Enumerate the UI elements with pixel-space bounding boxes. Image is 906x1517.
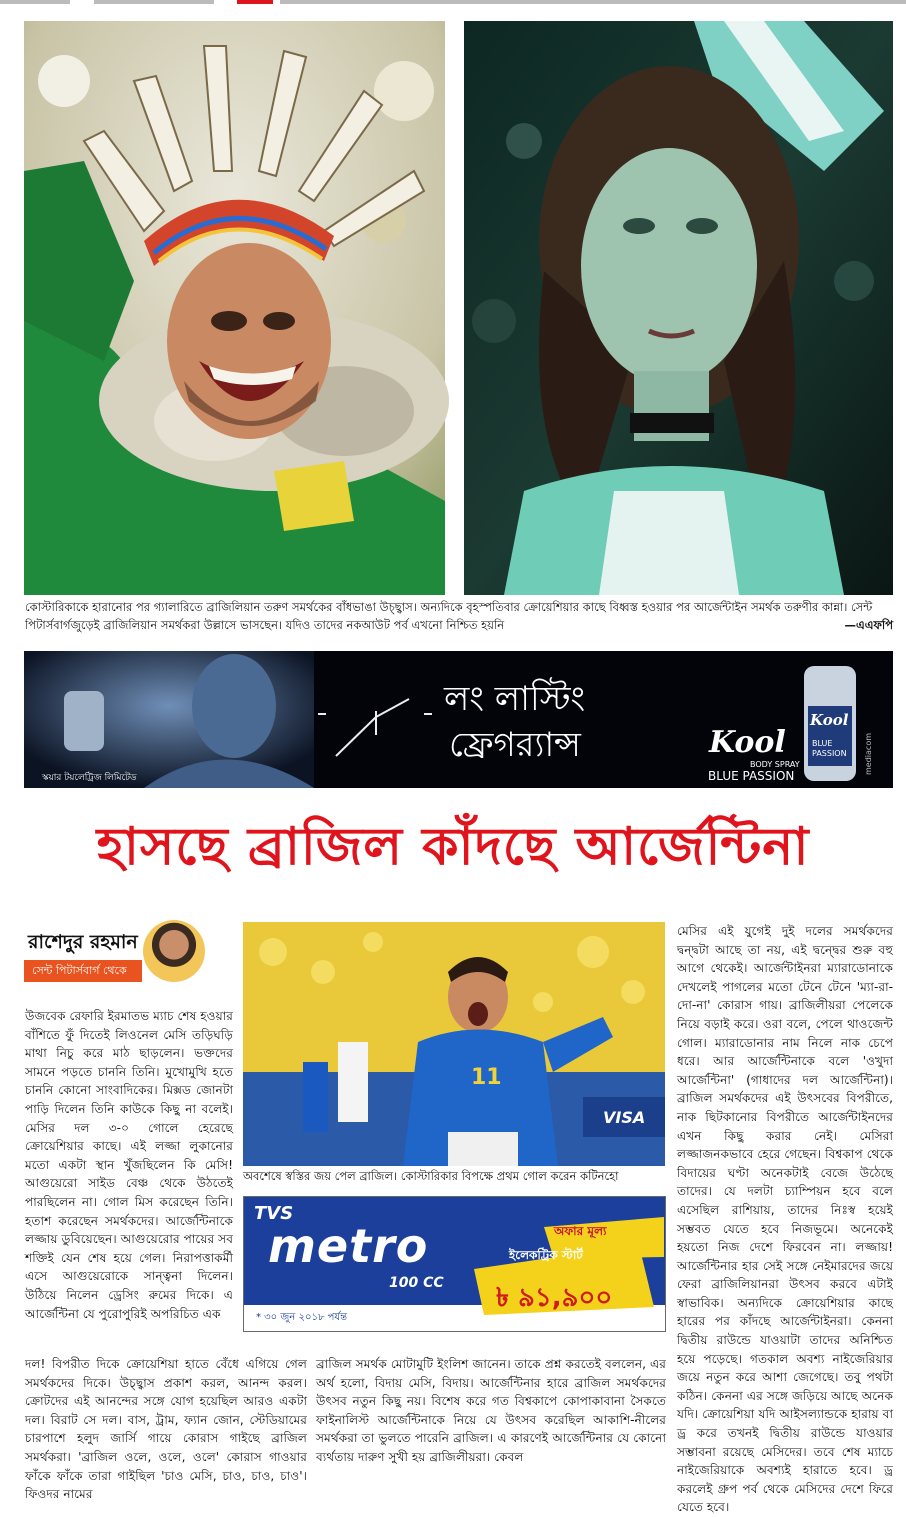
- visa-board: VISA: [603, 1108, 646, 1127]
- argentina-fan-image: [464, 21, 893, 595]
- kool-logo: Kool: [709, 725, 786, 760]
- article-text-left: উজবেক রেফারি ইরমাতভ ম্যাচ শেষ হওয়ার বাঁশিতে ফুঁ দিতেই লিওনেল মেসি তড়িঘড়ি মাথা নিচু করে মাঠ ছাড়লেন। ভক্তদের সামনে পড়তে চাননি তিনি। মুখোমুখি হতে চাননি কোনো সাংবাদিকের। মিক্সড জোনটা পাড়ি দিলেন তিনি কাউকে কিছু না বলেই। মেসির দল ৩-০ গোলে হেরেছে ক্রোয়েশিয়ার কাছে। এই লজ্জা লুকানোর মতো একটা স্থান খুঁজছিলেন কি মেসি! আগুয়েরো সাইড বেঞ্চ থেকে উঠতেই পারছিলেন না। গোল মিস করেছেন তিনি। হতাশ করেছেন সমর্থকদের। আর্জেন্টিনাকে লজ্জায় ডুবিয়েছেন। আগুয়েরোর পায়ের সব শক্তিই যেন শেষ হয়ে গেল। নিরাপত্তাকর্মী এসে আগুয়েরোকে সান্ত্বনা দিলেন। উঠিয়ে নিলেন ড্রেসিং রুমের দিকে। এ আর্জেন্টিনা যে পুরোপুরিই অপরিচিত এক: [25, 1009, 233, 1321]
- article-text-mid: ব্রাজিল সমর্থক মোটামুটি ইংলিশ জানেন। তাকে প্রশ্ন করতেই বললেন, এর অর্থ হলো, বিদায় মেসি, বিদায়। আর্জেন্টিনার হারে ব্রাজিল সমর্থকদের উৎসব নতুন কিছু নয়। বিশেষ করে গত বিশ্বকাপে কোপাকাবানা সৈকতে ফাইনালিস্ট আর্জেন্টিনাকে নিয়ে যে উৎসব করেছিল আকাশি-নীলের সমর্থকরা তা ভুলতে পারেনি ব্রাজিল। এ কারণেই আর্জেন্টিনার যে কোনো ব্যর্থতায় দারুণ সুখী হয় ব্রাজিলীয়রা। কেবল: [316, 1357, 666, 1464]
- coutinho-image: [243, 922, 665, 1166]
- photo-caption: কোস্টারিকাকে হারানোর পর গ্যালারিতে ব্রাজিলিয়ান তরুণ সমর্থকের বাঁধভাঙা উচ্ছ্বাস। অন্যদিকে বৃহস্পতিবার ক্রোয়েশিয়ার কাছে বিধ্বস্ত হওয়ার পর আর্জেন্টাইন সমর্থক তরুণীর কান্না। সেন্ট পিটার্সবার্গজুড়েই ব্রাজিলিয়ান সমর্থকরা উল্লাসে ভাসছেন। যদিও তাদের নকআউট পর্ব এখনো নিশ্চিত হয়নি: [25, 600, 873, 632]
- middle-photo-caption: অবশেষে স্বস্তির জয় পেল ব্রাজিল। কোস্টারিকার বিপক্ষে প্রথম গোল করেন কটিনহো: [243, 1169, 619, 1183]
- kool-sub1: BODY SPRAY: [750, 760, 800, 769]
- photo-credit: —এএফপি: [844, 618, 893, 632]
- reporter-avatar: [143, 920, 205, 982]
- engine-cc: 100 CC: [389, 1275, 444, 1291]
- agency-mark: mediacom: [864, 732, 873, 775]
- article-text-bottom-left: দল! বিপরীত দিকে ক্রোয়েশিয়া হাতে বেঁধে এগিয়ে গেল সমর্থকদের দিকে। উচ্ছ্বাস প্রকাশ করল, আনন্দ করল। ক্রোটদের এই আনন্দের সঙ্গে যোগ হয়েছিল আরও একটা দল। বিরাট সে দল। বাস, ট্রাম, ফ্যান জোন, স্টেডিয়ামের চারপাশে হলুদ জার্সি গায়ে কোরাস গাইছে ব্রাজিল সমর্থকরা। 'ব্রাজিল ওলে, ওলে, ওলে' কোরাস গাওয়ার ফাঁকে ফাঁকে তারা গাইছিল 'চাও মেসি, চাও, চাও, চাও'। ফিওদর নামের: [25, 1357, 307, 1502]
- offer-price: ৳ ৯১,৯০০: [496, 1283, 613, 1313]
- ad-headline-line2: ফ্রেগর‍্যান্স: [449, 725, 581, 765]
- brazil-fan-image: [24, 21, 445, 595]
- metro-logo: metro: [268, 1219, 429, 1273]
- jersey-number: 11: [471, 1065, 502, 1090]
- tvs-logo: TVS: [254, 1203, 294, 1224]
- offer-label: অফার মূল্য: [554, 1224, 607, 1238]
- byline-location: সেন্ট পিটার্সবার্গ থেকে: [24, 960, 142, 982]
- offer-validity: * ৩০ জুন ২০১৮ পর্যন্ত: [256, 1312, 348, 1323]
- top-rule: [280, 0, 906, 4]
- feature-label: ইলেকট্রিক স্টার্ট: [509, 1248, 583, 1262]
- top-rule: [94, 0, 214, 4]
- brazil-fan-photo: [24, 21, 445, 595]
- article-col-left: [25, 1007, 233, 1355]
- article-col-right: [677, 922, 893, 1515]
- article-text-right: মেসির এই যুগেই দুই দলের সমর্থকদের দ্বন্দ্বটা আছে তা নয়, এই দ্বন্দ্বের শুরু বহু আগে থেকেই। আর্জেন্টাইনরা ম্যারাডোনাকে দেখলেই পাগলের মতো টেনে টেনে 'ম্যা-রা-দো-না' কোরাস গায়। ব্রাজিলীয়রা পেলেকে নিয়ে বড়াই করে। ওরা বলে, পেলে থাওজেন্ট গোল। ম্যারাডোনার নাম নিলে নাক চেপে ধরে। আর আর্জেন্টিনাকে বলে 'ওখুদা আর্জেন্টিনা' (গাধাদের দল আর্জেন্টিনা)। ব্রাজিল সমর্থকদের এই উৎসবের বিপরীতে, নাক ছিটকানোর বিপরীতে আর্জেন্টাইনদের এখন কিছু করার নেই। মেসিরা লজ্জাজনকভাবে হেরে গেছেন। বিশ্বকাপ থেকে বিদায়ের ঘণ্টা অনেকটাই বেজে উঠেছে তাদের। যে দলটা চ্যাম্পিয়ন হবে বলে এসেছিল রাশিয়ায়, তাদের নিঃস্ব হয়েই সম্ভবত যেতে হবে নিজভূমে। অনেকেই হয়তো নিজ দেশে ফিরবেন না। লজ্জায়! আর্জেন্টিনার হার সেই সঙ্গে নেইমারদের জয়ে ফেরা ব্রাজিলিয়ানরা উৎসব করবে এটাই স্বাভাবিক। অন্যদিকে ক্রোয়েশিয়ার কাছে হারের পর কাঁদছে আর্জেন্টাইনরা। কেননা দ্বিতীয় রাউন্ডে যাওয়াটা তাদের অনিশ্চিত হয়ে পড়েছে। গতকাল অবশ্য নাইজেরিয়ার জয়ে নতুন করে আশা জেগেছে। তবু পথটা কঠিন। কেননা এর সঙ্গে জড়িয়ে আছে অনেক যদি। ক্রোয়েশিয়া যদি আইসল্যান্ডকে হারায় বা ড্র করে তখনই দ্বিতীয় রাউন্ডে যাওয়ার সম্ভাবনা রয়েছে মেসিদের। তবে শেষ ম্যাচে নাইজেরিয়াকে অবশ্যই হারাতে হবে। ড্র করলেই গ্রুপ পর্ব থেকে মেসিদের দেশে ফিরে যেতে হবে।: [677, 924, 893, 1515]
- argentina-fan-photo: [464, 21, 893, 595]
- ad-headline-line1: লং লাস্টিং: [444, 679, 586, 719]
- kool-ad-banner[interactable]: [24, 651, 893, 788]
- byline-name: রাশেদুর রহমান: [28, 931, 138, 953]
- kool-can-logo: Kool: [810, 711, 849, 729]
- kool-can-sub: BLUE PASSION: [812, 739, 847, 758]
- kool-sub2: BLUE PASSION: [708, 769, 795, 783]
- main-headline: হাসছে ব্রাজিল কাঁদছে আর্জেন্টিনা: [96, 817, 810, 877]
- maker-name: স্কয়ার টয়লেট্রিজ লিমিটেড: [42, 773, 137, 783]
- coutinho-photo: [243, 922, 665, 1166]
- article-bottom-left: [25, 1355, 307, 1502]
- top-rule: [237, 0, 273, 4]
- top-rule: [0, 0, 70, 4]
- tvs-metro-ad[interactable]: [243, 1196, 666, 1332]
- article-col-mid: [316, 1355, 666, 1489]
